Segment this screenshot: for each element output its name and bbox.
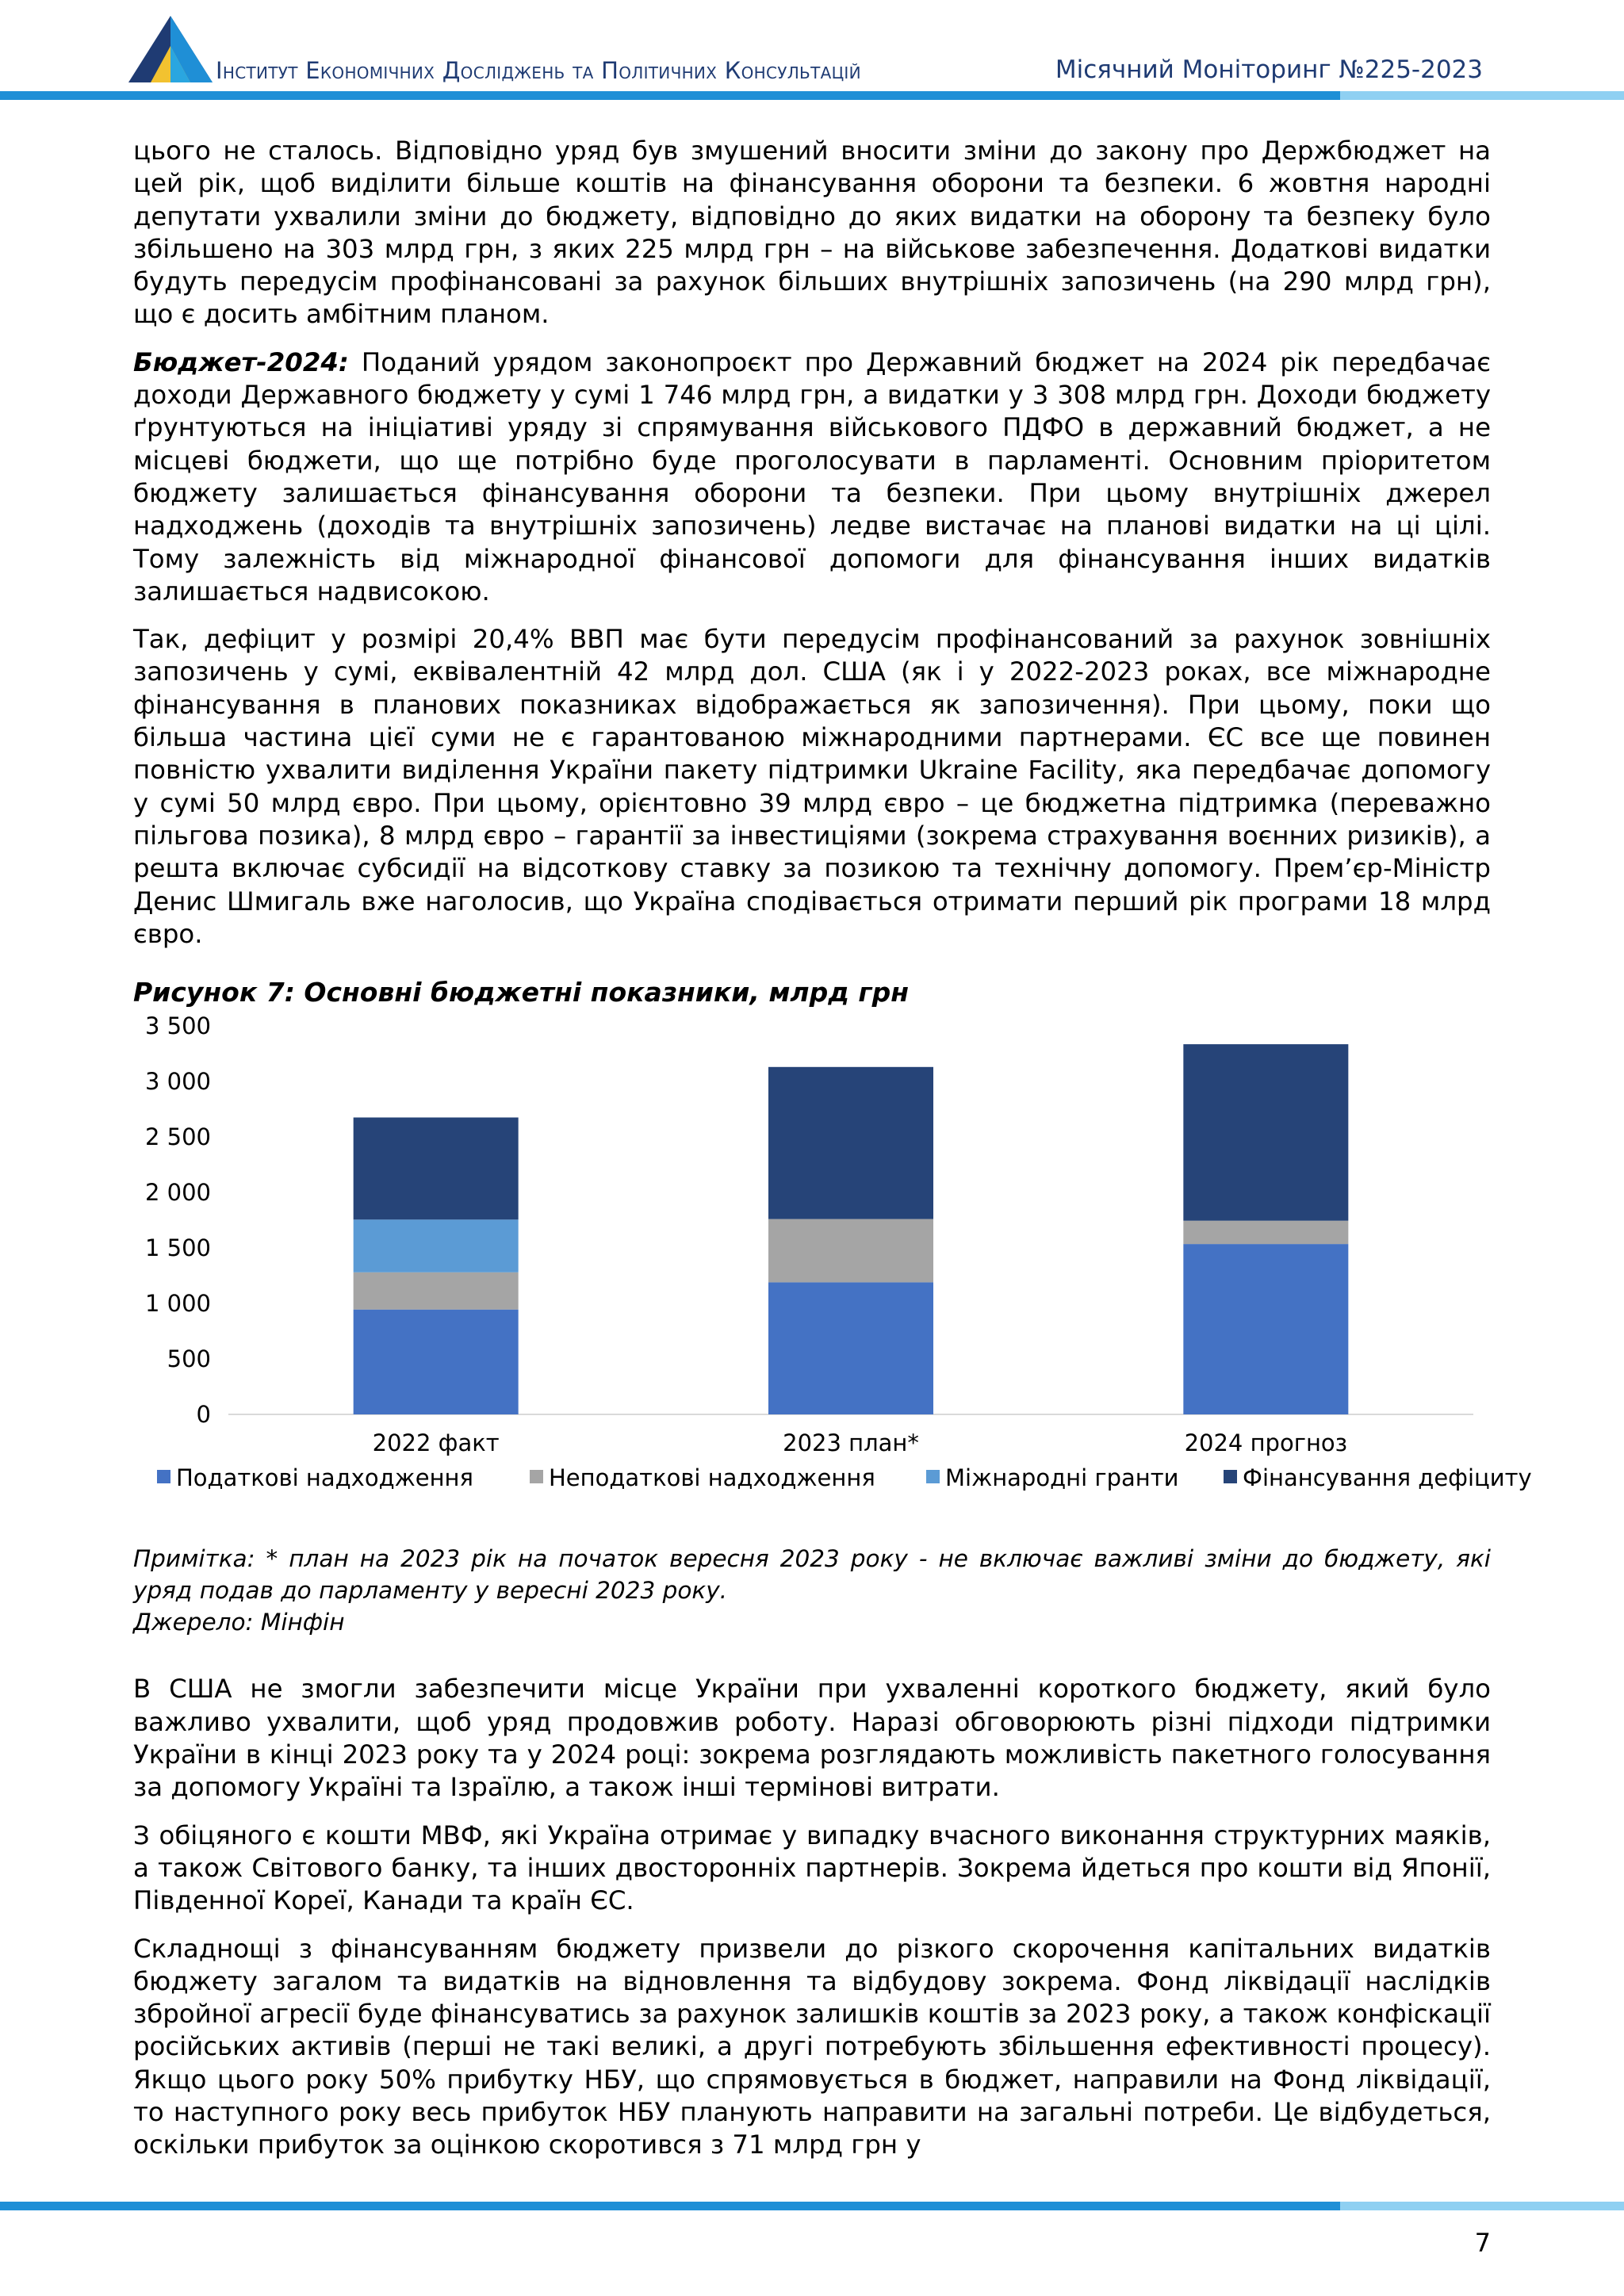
legend-swatch: [157, 1470, 170, 1483]
header-band-light: [1340, 91, 1624, 100]
paragraph: Складнощі з фінансуванням бюджету призвели до різкого скорочення капітальних видатків бюджету загалом та видатків на відновлення та відбудову зокрема. Фонд ліквідації наслідків збройної агресії буде фінансуватись за рахунок залишків коштів за 2023 року, а також конфіскації російських активів (перші не такі великі, а другі потребують збільшення ефективності процесу). Якщо цього року 50% прибутку НБУ, що спрямовується в бюджет, направили на Фонд ліквідації, то наступного року весь прибуток НБУ планують направити на загальні потреби. Це відбудеться, оскільки прибуток за оцінкою скоротився з 71 млрд грн у: [133, 1933, 1491, 2160]
legend-label: Податкові надходження: [176, 1464, 473, 1492]
page-content: [133, 135, 1532, 2177]
bar-segment: [1183, 1221, 1348, 1244]
bar-segment: [768, 1219, 933, 1283]
paragraph: В США не змогли забезпечити місце України при ухваленні короткого бюджету, який було важливо ухвалити, щоб уряд продовжив роботу. Наразі обговорюють різні підходи підтримки України в кінці 2023 року та у 2024 році: зокрема розглядають можливість пакетного голосування за допомогу Україні та Ізраїлю, а також інші термінові витрати.: [133, 1674, 1491, 1803]
y-tick-label: 2 500: [144, 1123, 211, 1151]
bar-segment: [354, 1272, 519, 1310]
paragraph: З обіцяного є кошти МВФ, які Україна отримає у випадку вчасного виконання структурних маяків, а також Світового банку, та інших двосторонніх партнерів. Зокрема йдеться про кошти від Японії, Південної Кореї, Канади та країн ЄС.: [133, 1820, 1491, 1916]
figure-note: Примітка: * план на 2023 рік на початок вересня 2023 року - не включає важливі зміни до бюджету, які уряд подав до парламенту у вересні 2023 року.: [133, 1545, 1491, 1605]
paragraph-lead: Бюджет-2024:: [133, 346, 349, 377]
publication-title: Місячний Моніторинг №225-2023: [1055, 55, 1483, 84]
figure-title: Рисунок 7: Основні бюджетні показники, млрд грн: [133, 977, 910, 1008]
legend-swatch: [530, 1470, 543, 1483]
bar-segment: [768, 1283, 933, 1415]
paragraph-text: Поданий урядом законопроєкт про Державний бюджет на 2024 рік передбачає доходи Державного бюджету у сумі 1 746 млрд грн, а видатки у 3 308 млрд грн. Доходи бюджету ґрунтуються на ініціативі уряду зі спрямування військового ПДФО в державний бюджет, а не місцеві бюджети, що ще потрібно буде проголосувати в парламенті. Основним пріоритетом бюджету залишається фінансування оборони та безпеки. При цьому внутрішніх джерел надходжень (доходів та внутрішніх запозичень) ледве вистачає на планові видатки на ці цілі. Тому залежність від міжнародної фінансової допомоги для фінансування інших видатків залишається надвисокою.: [133, 346, 1491, 607]
x-tick-label: 2023 план*: [783, 1429, 919, 1457]
legend-swatch: [1224, 1470, 1237, 1483]
legend-swatch: [926, 1470, 940, 1483]
legend-label: Неподаткові надходження: [549, 1464, 875, 1492]
y-tick-label: 1 500: [144, 1234, 211, 1262]
bar-segment: [354, 1220, 519, 1273]
y-tick-label: 0: [196, 1401, 211, 1429]
legend-label: Фінансування дефіциту: [1243, 1464, 1532, 1492]
figure-source: Джерело: Мінфін: [133, 1609, 345, 1636]
y-tick-label: 3 000: [144, 1068, 211, 1096]
x-tick-label: 2022 факт: [372, 1429, 500, 1457]
bar-segment: [1183, 1245, 1348, 1415]
institute-logo-icon: [127, 14, 214, 84]
chart-svg: [133, 1012, 1532, 1540]
y-tick-label: 3 500: [144, 1012, 211, 1040]
budget-chart: [133, 1012, 1532, 1540]
institute-name: Інститут Економічних Досліджень та Політичних Консультацій: [216, 57, 861, 84]
y-tick-label: 2 000: [144, 1179, 211, 1207]
legend-label: Міжнародні гранти: [945, 1464, 1179, 1492]
bar-segment: [354, 1118, 519, 1220]
footer-band-dark: [0, 2202, 1340, 2210]
bar-segment: [354, 1310, 519, 1414]
bar-segment: [768, 1067, 933, 1219]
header-band-dark: [0, 91, 1340, 100]
paragraph: цього не сталось. Відповідно уряд був змушений вносити зміни до закону про Держбюджет на цей рік, щоб виділити більше коштів на фінансування оборони та безпеки. 6 жовтня народні депутати ухвалили зміни до бюджету, відповідно до яких видатки на оборону та безпеку було збільшено на 303 млрд грн, з яких 225 млрд грн – на військове забезпечення. Додаткові видатки будуть передусім профінансовані за рахунок більших внутрішніх запозичень (на 290 млрд грн), що є досить амбітним планом.: [133, 136, 1491, 330]
y-tick-label: 500: [167, 1345, 211, 1373]
paragraph: [133, 346, 1491, 608]
bar-segment: [1183, 1045, 1348, 1222]
page-header: [0, 0, 1624, 103]
page-number: 7: [1474, 2228, 1491, 2258]
footer-band-light: [1340, 2202, 1624, 2210]
x-tick-label: 2024 прогноз: [1184, 1429, 1348, 1457]
y-tick-label: 1 000: [144, 1290, 211, 1318]
paragraph: Так, дефіцит у розмірі 20,4% ВВП має бути передусім профінансований за рахунок зовнішніх запозичень у сумі, еквівалентній 42 млрд дол. США (як і у 2022-2023 роках, все міжнародне фінансування в планових показниках відображається як запозичення). При цьому, поки що більша частина цієї суми не є гарантованою міжнародними партнерами. ЄС все ще повинен повністю ухвалити виділення України пакету підтримки Ukraine Facility, яка передбачає допомогу у сумі 50 млрд євро. При цьому, орієнтовно 39 млрд євро – це бюджетна підтримка (переважно пільгова позика), 8 млрд євро – гарантії за інвестиціями (зокрема страхування воєнних ризиків), а решта включає субсидії на відсоткову ставку за позикою та технічну допомогу. Прем’єр-Міністр Денис Шмигаль вже наголосив, що Україна сподівається отримати перший рік програми 18 млрд євро.: [133, 624, 1491, 949]
